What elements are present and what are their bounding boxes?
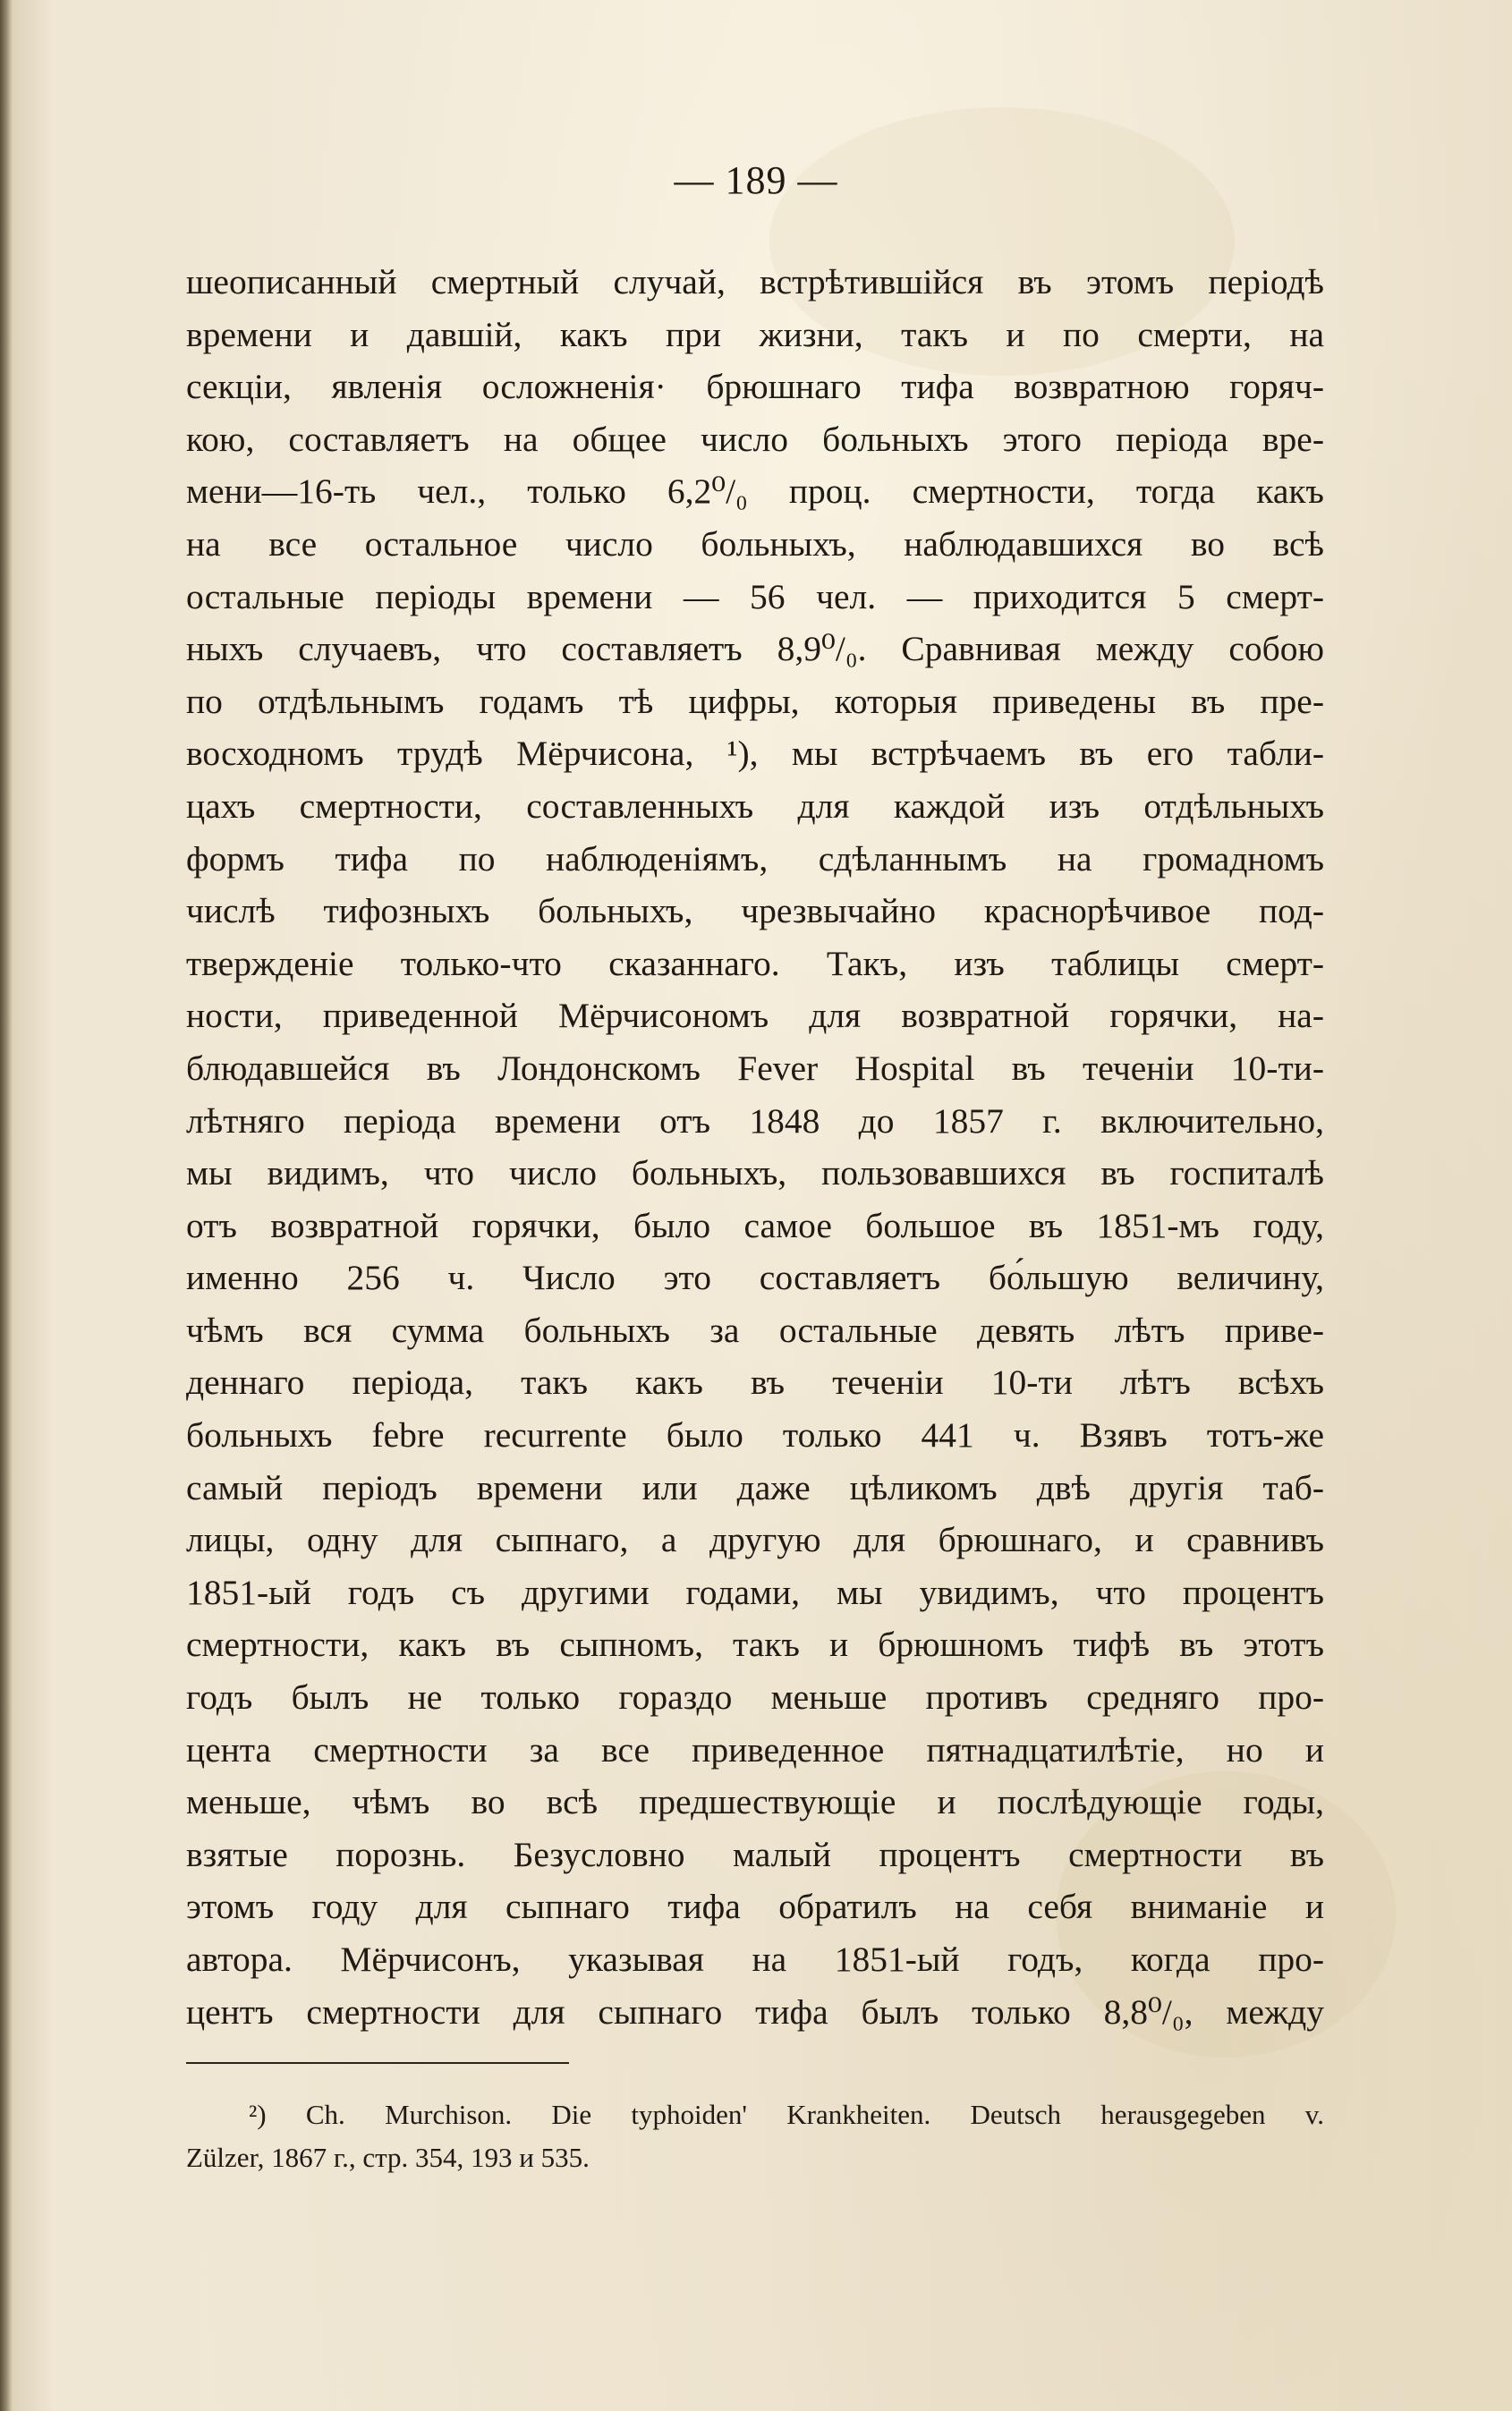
text-line: числѣ тифозныхъ больныхъ, чрезвычайно краснорѣчивое под- (186, 891, 1324, 931)
text-line: ности, приведенной Мёрчисономъ для возвратной горячки, на- (186, 996, 1324, 1036)
text-line: больныхъ febre recurrente было только 441 ч. Взявъ тотъ-же (186, 1415, 1324, 1456)
text-line: 1851-ый годъ съ другими годами, мы увидимъ, что процентъ (186, 1572, 1324, 1612)
text-line: деннаго періода, такъ какъ въ теченіи 10-ти лѣтъ всѣхъ (186, 1363, 1324, 1403)
text-line: шеописанный смертный случай, встрѣтившійся въ этомъ періодѣ (186, 262, 1324, 301)
text-line: ныхъ случаевъ, что составляетъ 8,9⁰/₀. Сравнивая между собою (186, 629, 1324, 669)
text-line: восходномъ трудѣ Мёрчисона, ¹), мы встрѣчаемъ въ его табли- (186, 734, 1324, 774)
text-line: лицы, одну для сыпнаго, а другую для брюшнаго, и сравнивъ (186, 1520, 1324, 1560)
text-line: самый періодъ времени или даже цѣликомъ двѣ другія таб- (186, 1467, 1324, 1507)
text-line: взятые порознь. Безусловно малый процентъ смертности въ (186, 1834, 1324, 1874)
text-line: мы видимъ, что число больныхъ, пользовавшихся въ госпиталѣ (186, 1153, 1324, 1193)
text-line: именно 256 ч. Число это составляетъ бо́льшую величину, (186, 1258, 1324, 1298)
text-line: цента смертности за все приведенное пятнадцатилѣтіе, но и (186, 1729, 1324, 1770)
footnote-rule (186, 2062, 569, 2064)
footnote-line: Zülzer, 1867 г., стр. 354, 193 и 535. (186, 2142, 590, 2173)
text-line: мени—16-ть чел., только 6,2⁰/₀ проц. смертности, тогда какъ (186, 471, 1324, 512)
text-line: этомъ году для сыпнаго тифа обратилъ на себя вниманіе и (186, 1887, 1324, 1927)
page-binding-edge (0, 0, 13, 2411)
text-line: отъ возвратной горячки, было самое большое въ 1851-мъ году, (186, 1205, 1324, 1245)
text-line: лѣтняго періода времени отъ 1848 до 1857 г. включительно, (186, 1100, 1324, 1141)
text-line: чѣмъ вся сумма больныхъ за остальные девять лѣтъ приве- (186, 1310, 1324, 1350)
text-line: времени и давшій, какъ при жизни, такъ и по смерти, на (186, 314, 1324, 354)
text-line: секціи, явленія осложненія· брюшнаго тифа возвратною горяч- (186, 367, 1324, 407)
page-number: — 189 — (674, 158, 838, 202)
text-line: кою, составляетъ на общее число больныхъ этого періода вре- (186, 419, 1324, 459)
body-text (186, 256, 1324, 2038)
footnote-line: ²) Ch. Murchison. Die typhoiden' Krankheiten. Deutsch herausgegeben v. (249, 2099, 1324, 2130)
text-line: автора. Мёрчисонъ, указывая на 1851-ый годъ, когда про- (186, 1940, 1324, 1979)
text-line: блюдавшейся въ Лондонскомъ Fever Hospital въ теченіи 10-ти- (186, 1048, 1324, 1088)
text-line: твержденіе только-что сказаннаго. Такъ, изъ таблицы смерт- (186, 943, 1324, 983)
text-line: центъ смертности для сыпнаго тифа былъ только 8,8⁰/₀, между (186, 1991, 1324, 2032)
text-line: на все остальное число больныхъ, наблюдавшихся во всѣ (186, 523, 1324, 564)
text-line: меньше, чѣмъ во всѣ предшествующіе и послѣдующіе годы, (186, 1782, 1324, 1822)
text-line: цахъ смертности, составленныхъ для каждой изъ отдѣльныхъ (186, 785, 1324, 826)
text-line: смертности, какъ въ сыпномъ, такъ и брюшномъ тифѣ въ этотъ (186, 1625, 1324, 1665)
text-line: годъ былъ не только гораздо меньше противъ средняго про- (186, 1677, 1324, 1718)
text-line: формъ тифа по наблюденіямъ, сдѣланнымъ на громадномъ (186, 838, 1324, 879)
text-line: остальные періоды времени — 56 чел. — приходится 5 смерт- (186, 576, 1324, 616)
text-line: по отдѣльнымъ годамъ тѣ цифры, которыя приведены въ пре- (186, 681, 1324, 721)
footnote (186, 2093, 1324, 2179)
